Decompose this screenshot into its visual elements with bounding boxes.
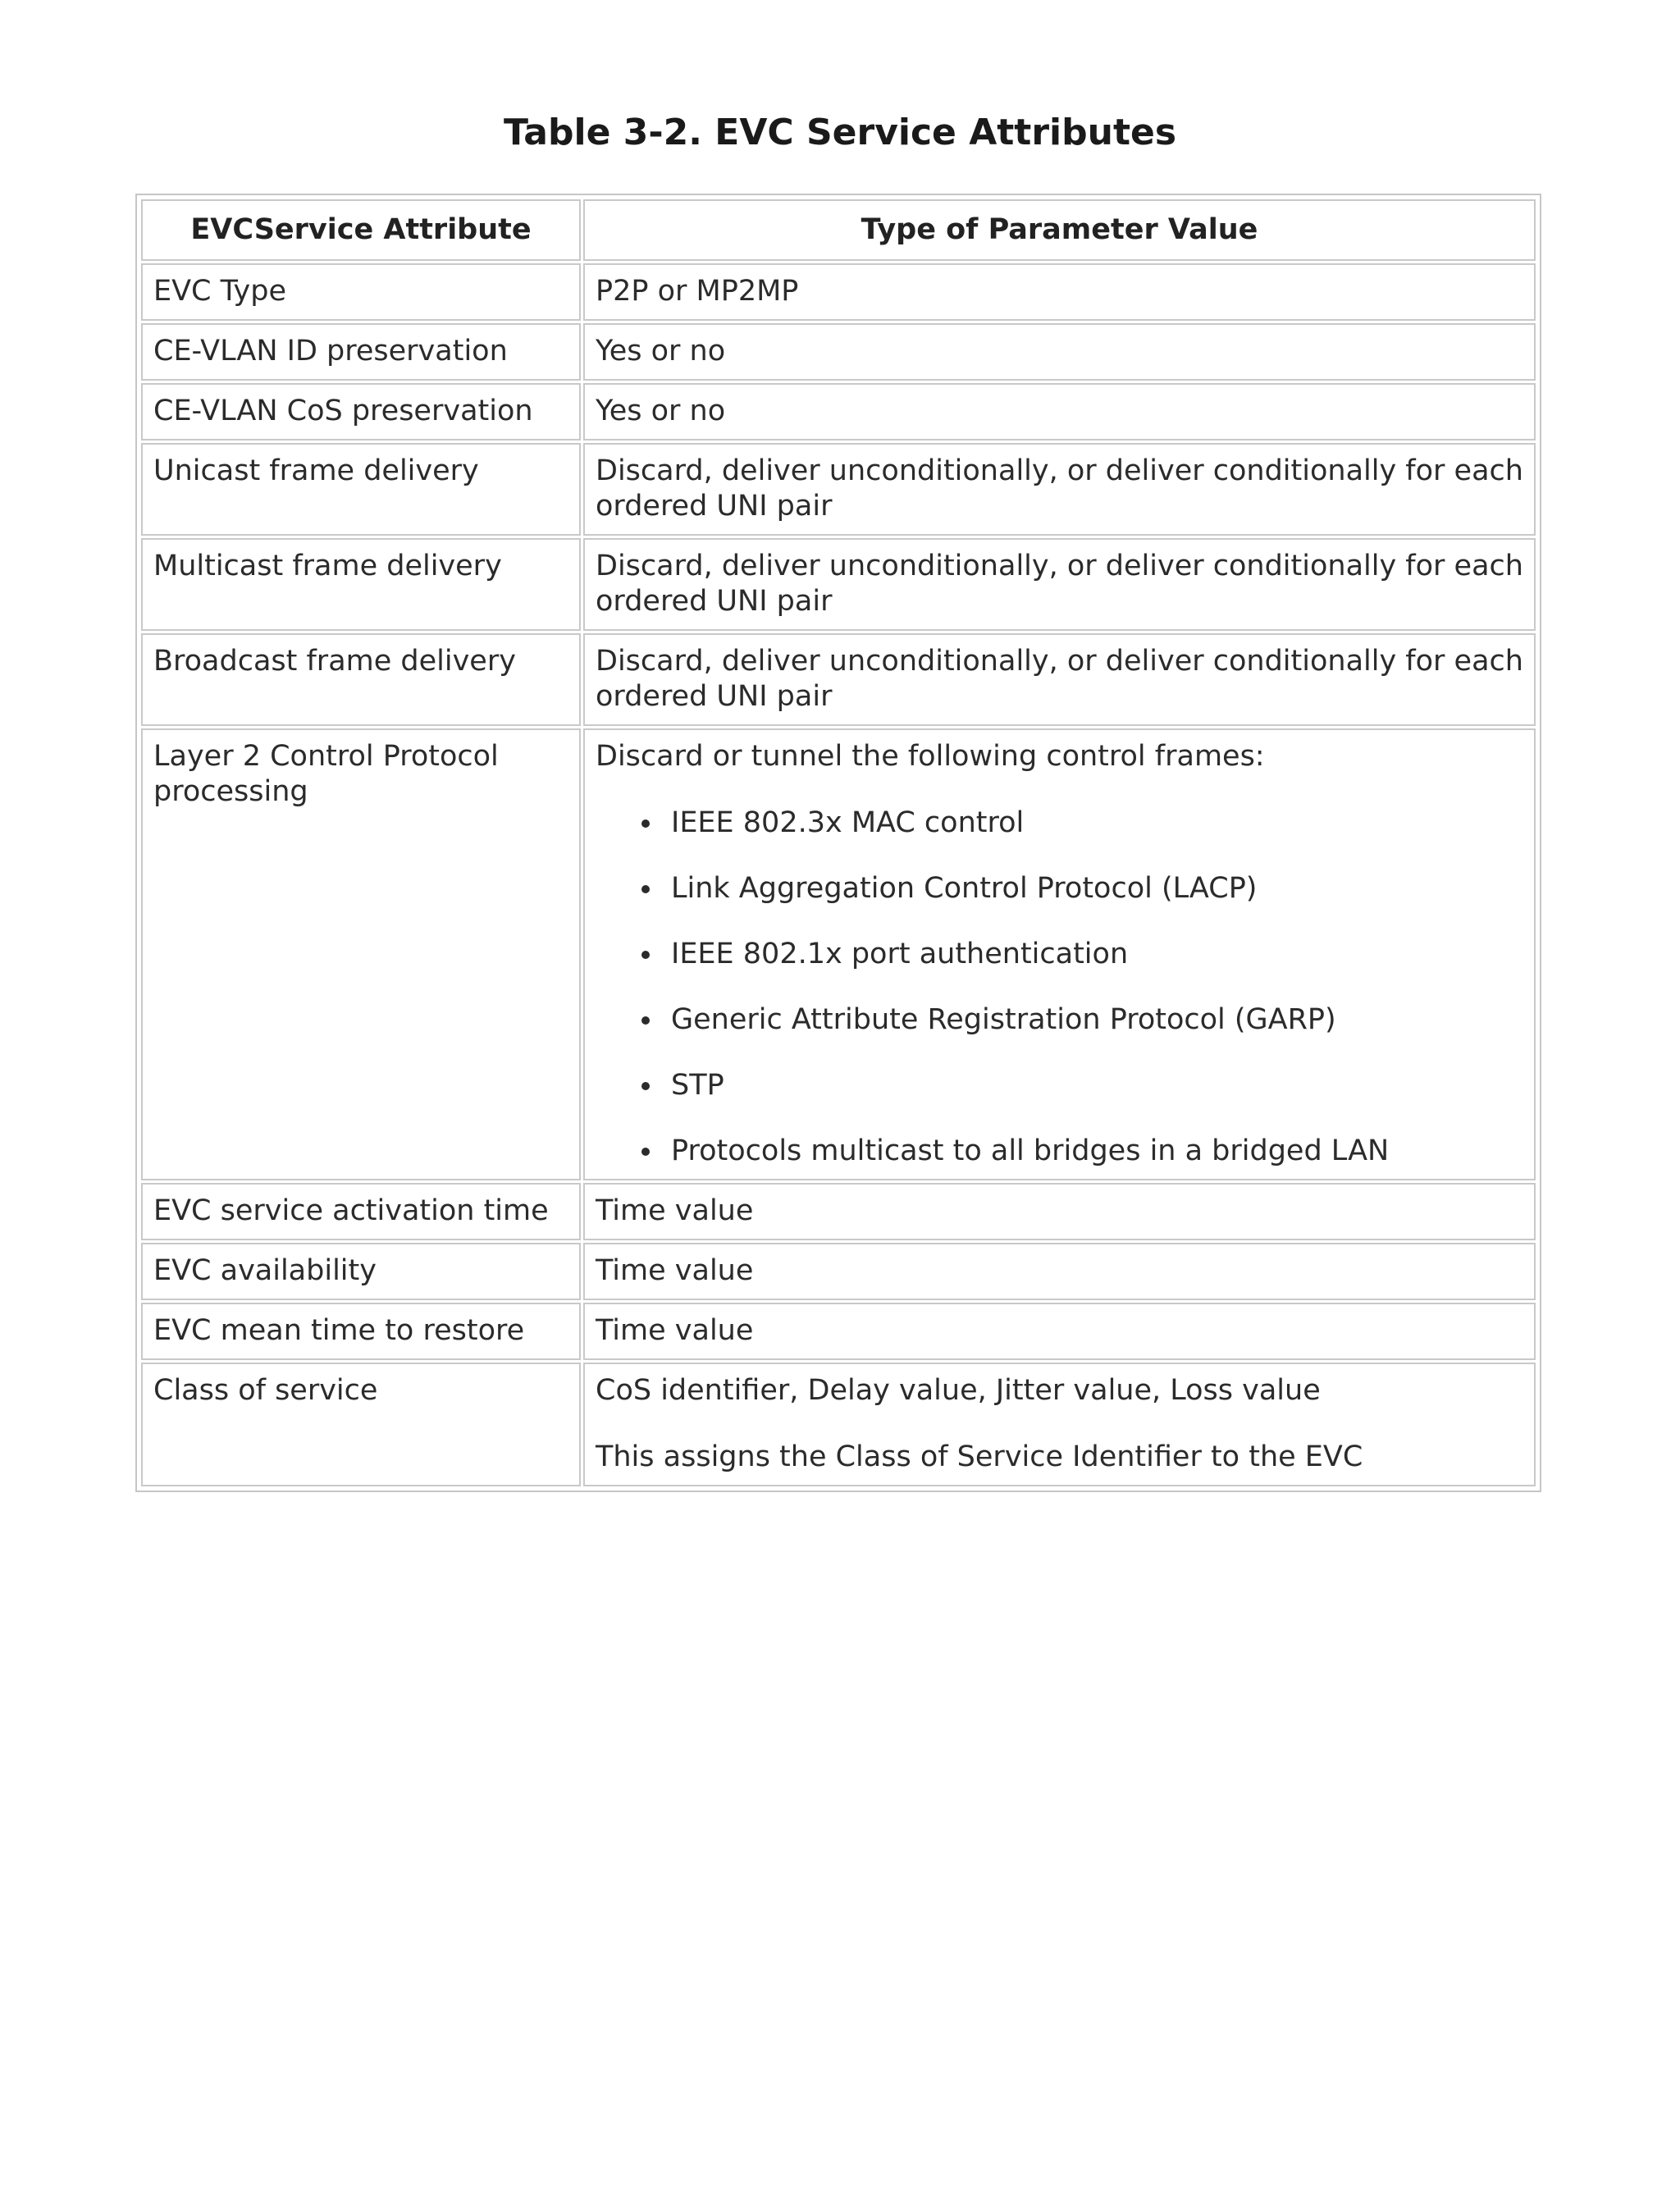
attribute-cell: Class of service: [141, 1363, 581, 1486]
attribute-cell: EVC mean time to restore: [141, 1303, 581, 1360]
attribute-cell: CE-VLAN CoS preservation: [141, 383, 581, 441]
bullet-icon: [641, 951, 650, 959]
value-cell: Yes or no: [583, 383, 1536, 441]
value-cell: Time value: [583, 1243, 1536, 1300]
table-row: [141, 728, 1536, 1180]
value-cell: Time value: [583, 1183, 1536, 1240]
list-item: Link Aggregation Control Protocol (LACP): [671, 871, 1523, 906]
table-row: [141, 1243, 1536, 1300]
table-row: [141, 633, 1536, 726]
page-title: Table 3-2. EVC Service Attributes: [503, 112, 1177, 153]
table-row: [141, 538, 1536, 631]
value-cell: P2P or MP2MP: [583, 263, 1536, 321]
table-row: [141, 1363, 1536, 1486]
value-cell: Time value: [583, 1303, 1536, 1360]
list-item: Generic Attribute Registration Protocol (GARP): [671, 1002, 1523, 1038]
value-cell: Yes or no: [583, 323, 1536, 381]
table-row: [141, 323, 1536, 381]
header-parameter-value: Type of Parameter Value: [583, 199, 1536, 261]
value-intro: Discard or tunnel the following control frames:: [596, 740, 1265, 773]
table-row: [141, 383, 1536, 441]
evc-attributes-table-frame: [135, 194, 1541, 1492]
list-item: STP: [671, 1068, 1523, 1103]
list-item: Protocols multicast to all bridges in a bridged LAN: [671, 1134, 1523, 1169]
attribute-cell: Layer 2 Control Protocol processing: [141, 728, 581, 1180]
value-cell: [583, 1363, 1536, 1486]
value-cell: Discard, deliver unconditionally, or deliver conditionally for each ordered UNI pair: [583, 538, 1536, 631]
value-cell: Discard, deliver unconditionally, or deliver conditionally for each ordered UNI pair: [583, 633, 1536, 726]
evc-attributes-table: [139, 197, 1538, 1489]
control-frames-list: [596, 806, 1523, 1169]
table-row: [141, 263, 1536, 321]
bullet-icon: [641, 1148, 650, 1156]
value-cell: Discard, deliver unconditionally, or deliver conditionally for each ordered UNI pair: [583, 443, 1536, 536]
value-cell: [583, 728, 1536, 1180]
bullet-icon: [641, 885, 650, 893]
attribute-cell: Multicast frame delivery: [141, 538, 581, 631]
header-attribute: EVCService Attribute: [141, 199, 581, 261]
list-item: IEEE 802.1x port authentication: [671, 937, 1523, 972]
attribute-cell: CE-VLAN ID preservation: [141, 323, 581, 381]
bullet-icon: [641, 1016, 650, 1025]
table-header-row: [141, 199, 1536, 261]
table-row: [141, 1303, 1536, 1360]
attribute-cell: Unicast frame delivery: [141, 443, 581, 536]
value-note: This assigns the Class of Service Identifier to the EVC: [596, 1440, 1363, 1473]
table-row: [141, 1183, 1536, 1240]
attribute-cell: Broadcast frame delivery: [141, 633, 581, 726]
bullet-icon: [641, 1082, 650, 1090]
attribute-cell: EVC Type: [141, 263, 581, 321]
table-row: [141, 443, 1536, 536]
attribute-cell: EVC availability: [141, 1243, 581, 1300]
bullet-icon: [641, 819, 650, 828]
attribute-cell: EVC service activation time: [141, 1183, 581, 1240]
list-item: IEEE 802.3x MAC control: [671, 806, 1523, 841]
value-main: CoS identifier, Delay value, Jitter value, Loss value: [596, 1374, 1321, 1407]
